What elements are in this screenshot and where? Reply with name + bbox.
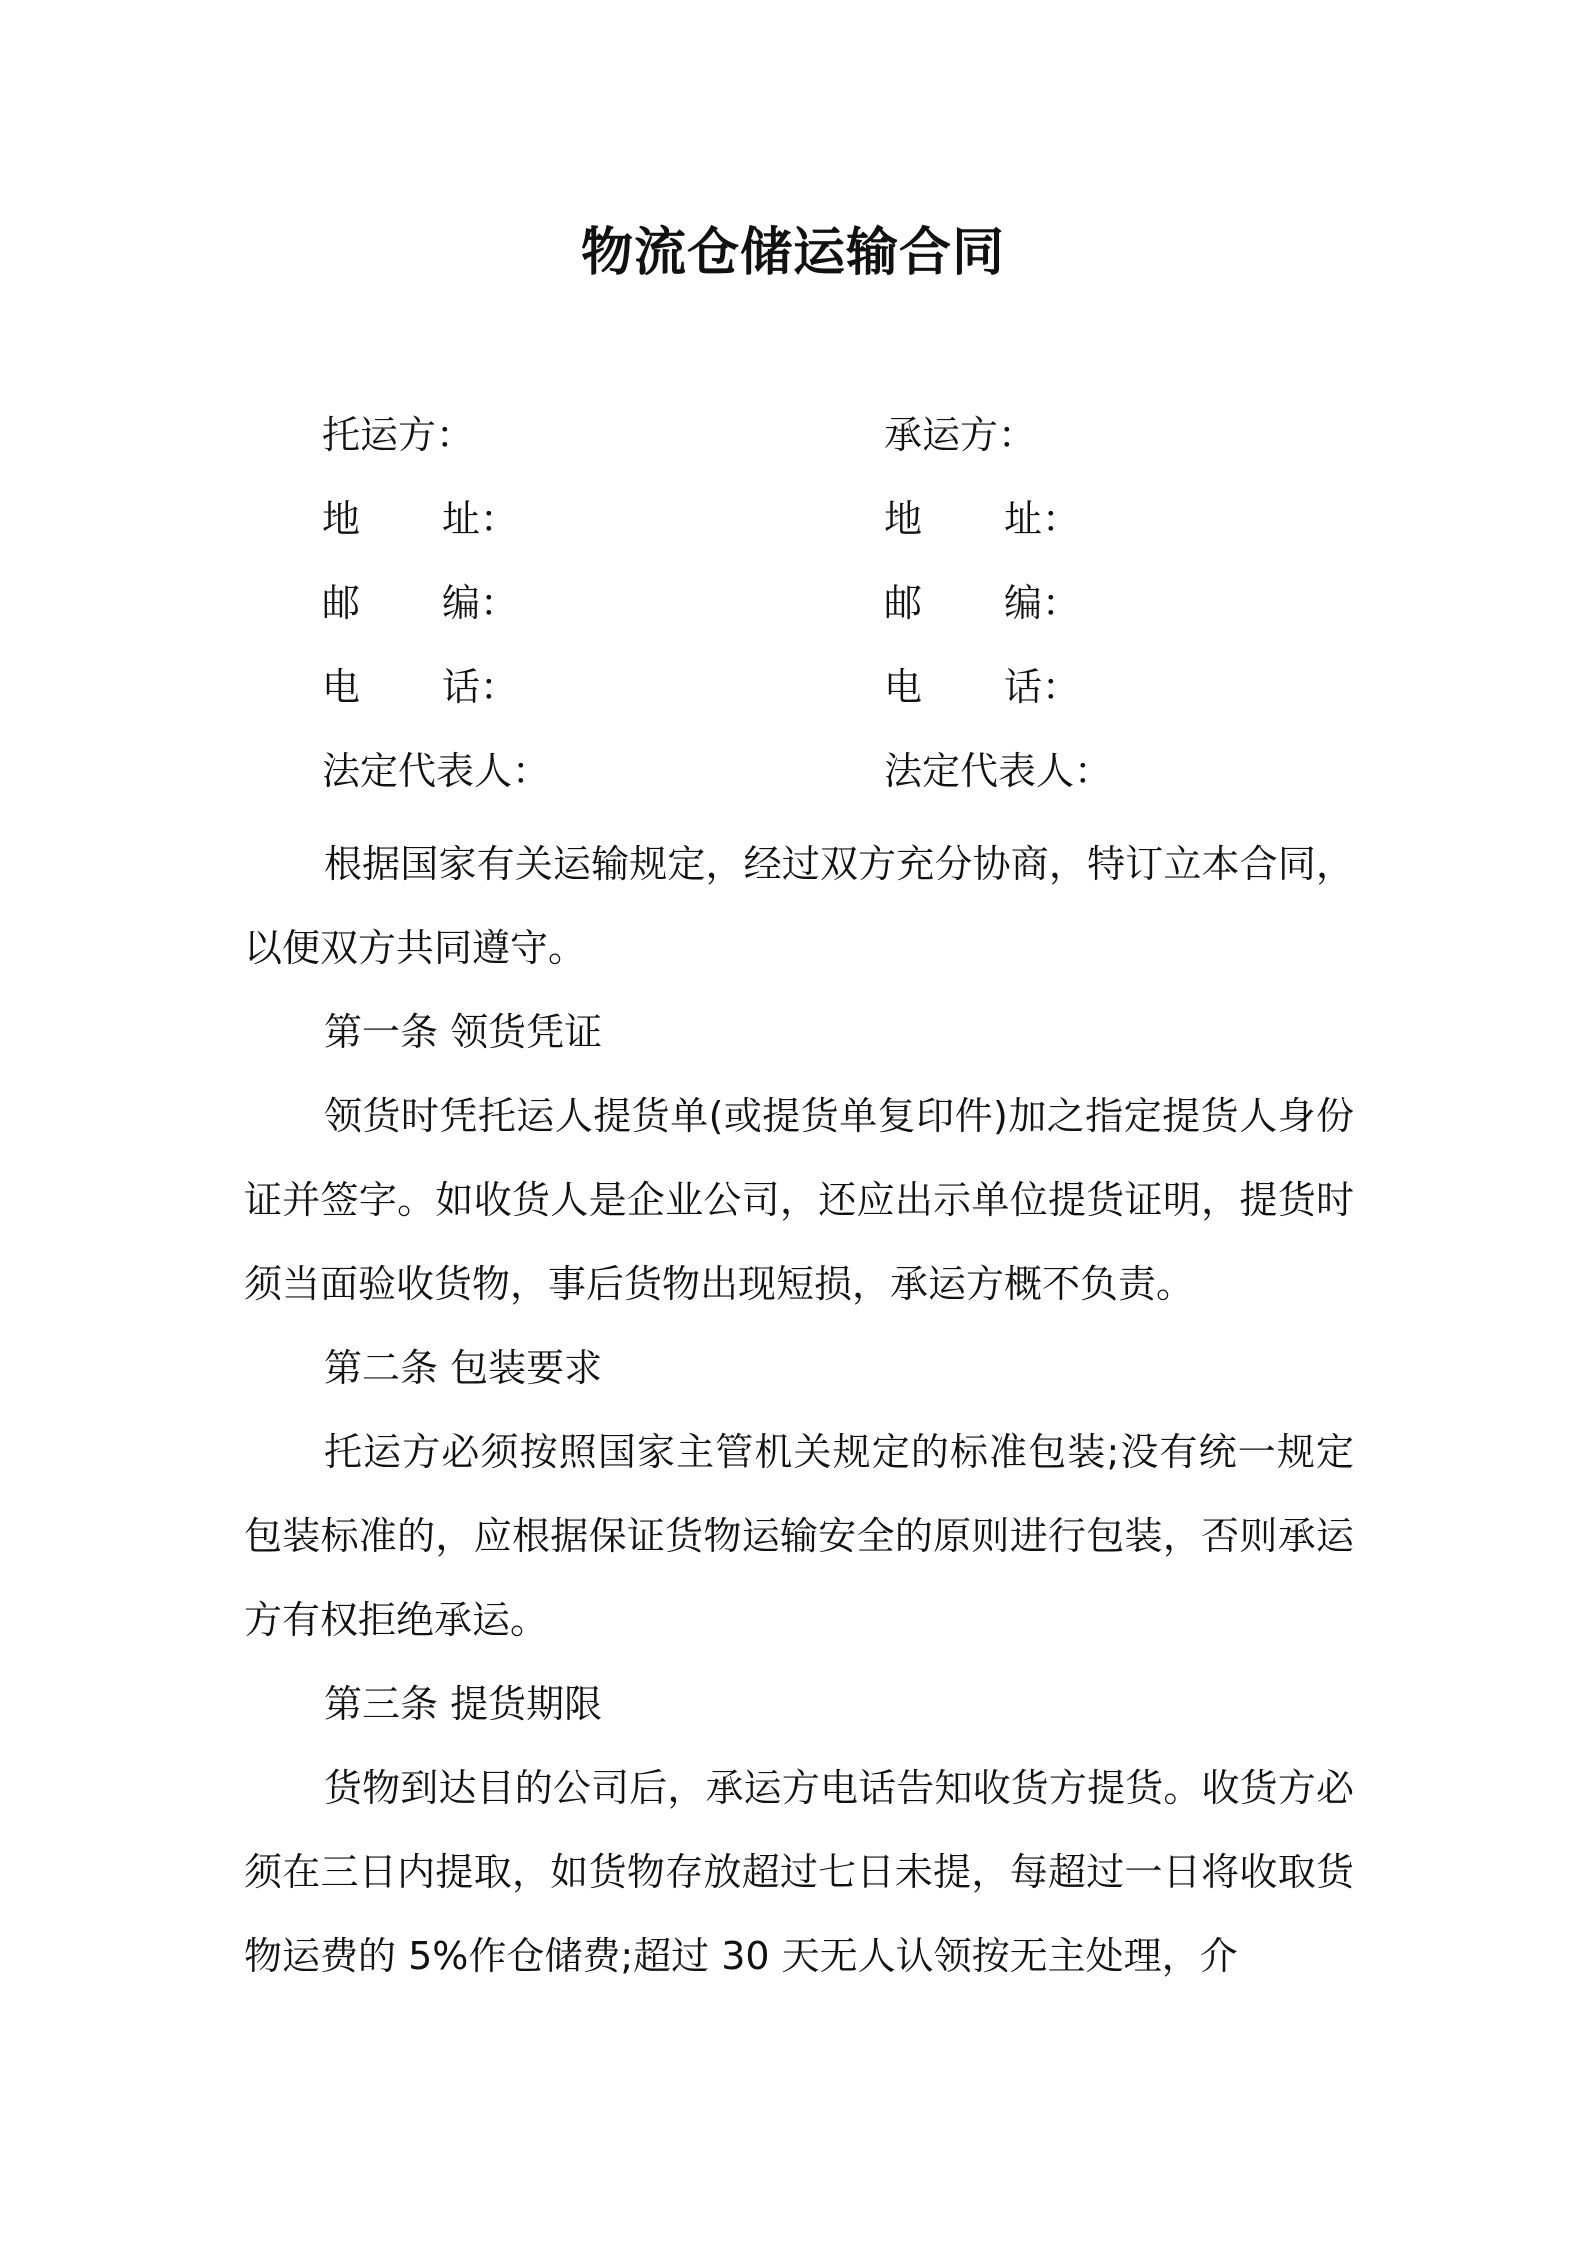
article-2-heading: 第二条 包装要求 bbox=[324, 1346, 603, 1390]
carrier-postcode-label: 邮 编： bbox=[884, 581, 1081, 625]
article-1-heading: 第一条 领货凭证 bbox=[324, 1010, 603, 1054]
document-title: 物流仓储运输合同 bbox=[580, 223, 1005, 283]
shipper-label: 托运方： bbox=[322, 413, 475, 457]
carrier-label: 承运方： bbox=[884, 413, 1037, 457]
article-1-text: 领货时凭托运人提货单(或提货单复印件)加之指定提货人身份证并签字。如收货人是企业公司，还应出示单位提货证明，提货时须当面验收货物，事后货物出现短损，承运方概不负责。 bbox=[244, 1094, 1354, 1306]
carrier-phone-label: 电 话： bbox=[884, 665, 1081, 709]
shipper-representative-label: 法定代表人： bbox=[322, 749, 551, 793]
article-2-text: 托运方必须按照国家主管机关规定的标准包装;没有统一规定包装标准的，应根据保证货物运输安全的原则进行包装，否则承运方有权拒绝承运。 bbox=[244, 1430, 1354, 1642]
carrier-representative-label: 法定代表人： bbox=[884, 749, 1113, 793]
shipper-postcode-label: 邮 编： bbox=[322, 581, 519, 625]
contract-body bbox=[244, 822, 1354, 1998]
article-3-heading: 第三条 提货期限 bbox=[324, 1682, 603, 1726]
shipper-phone-label: 电 话： bbox=[322, 665, 519, 709]
carrier-info-block bbox=[884, 408, 1404, 828]
shipper-address-label: 地 址： bbox=[322, 497, 519, 541]
article-3-text: 货物到达目的公司后，承运方电话告知收货方提货。收货方必须在三日内提取，如货物存放超过七日未提，每超过一日将收取货物运费的 5%作仓储费;超过 30 天无人认领按无主处理，介 bbox=[244, 1766, 1354, 1978]
shipper-info-block bbox=[322, 408, 842, 828]
preamble-paragraph: 根据国家有关运输规定，经过双方充分协商，特订立本合同，以便双方共同遵守。 bbox=[244, 842, 1354, 970]
carrier-address-label: 地 址： bbox=[884, 497, 1081, 541]
